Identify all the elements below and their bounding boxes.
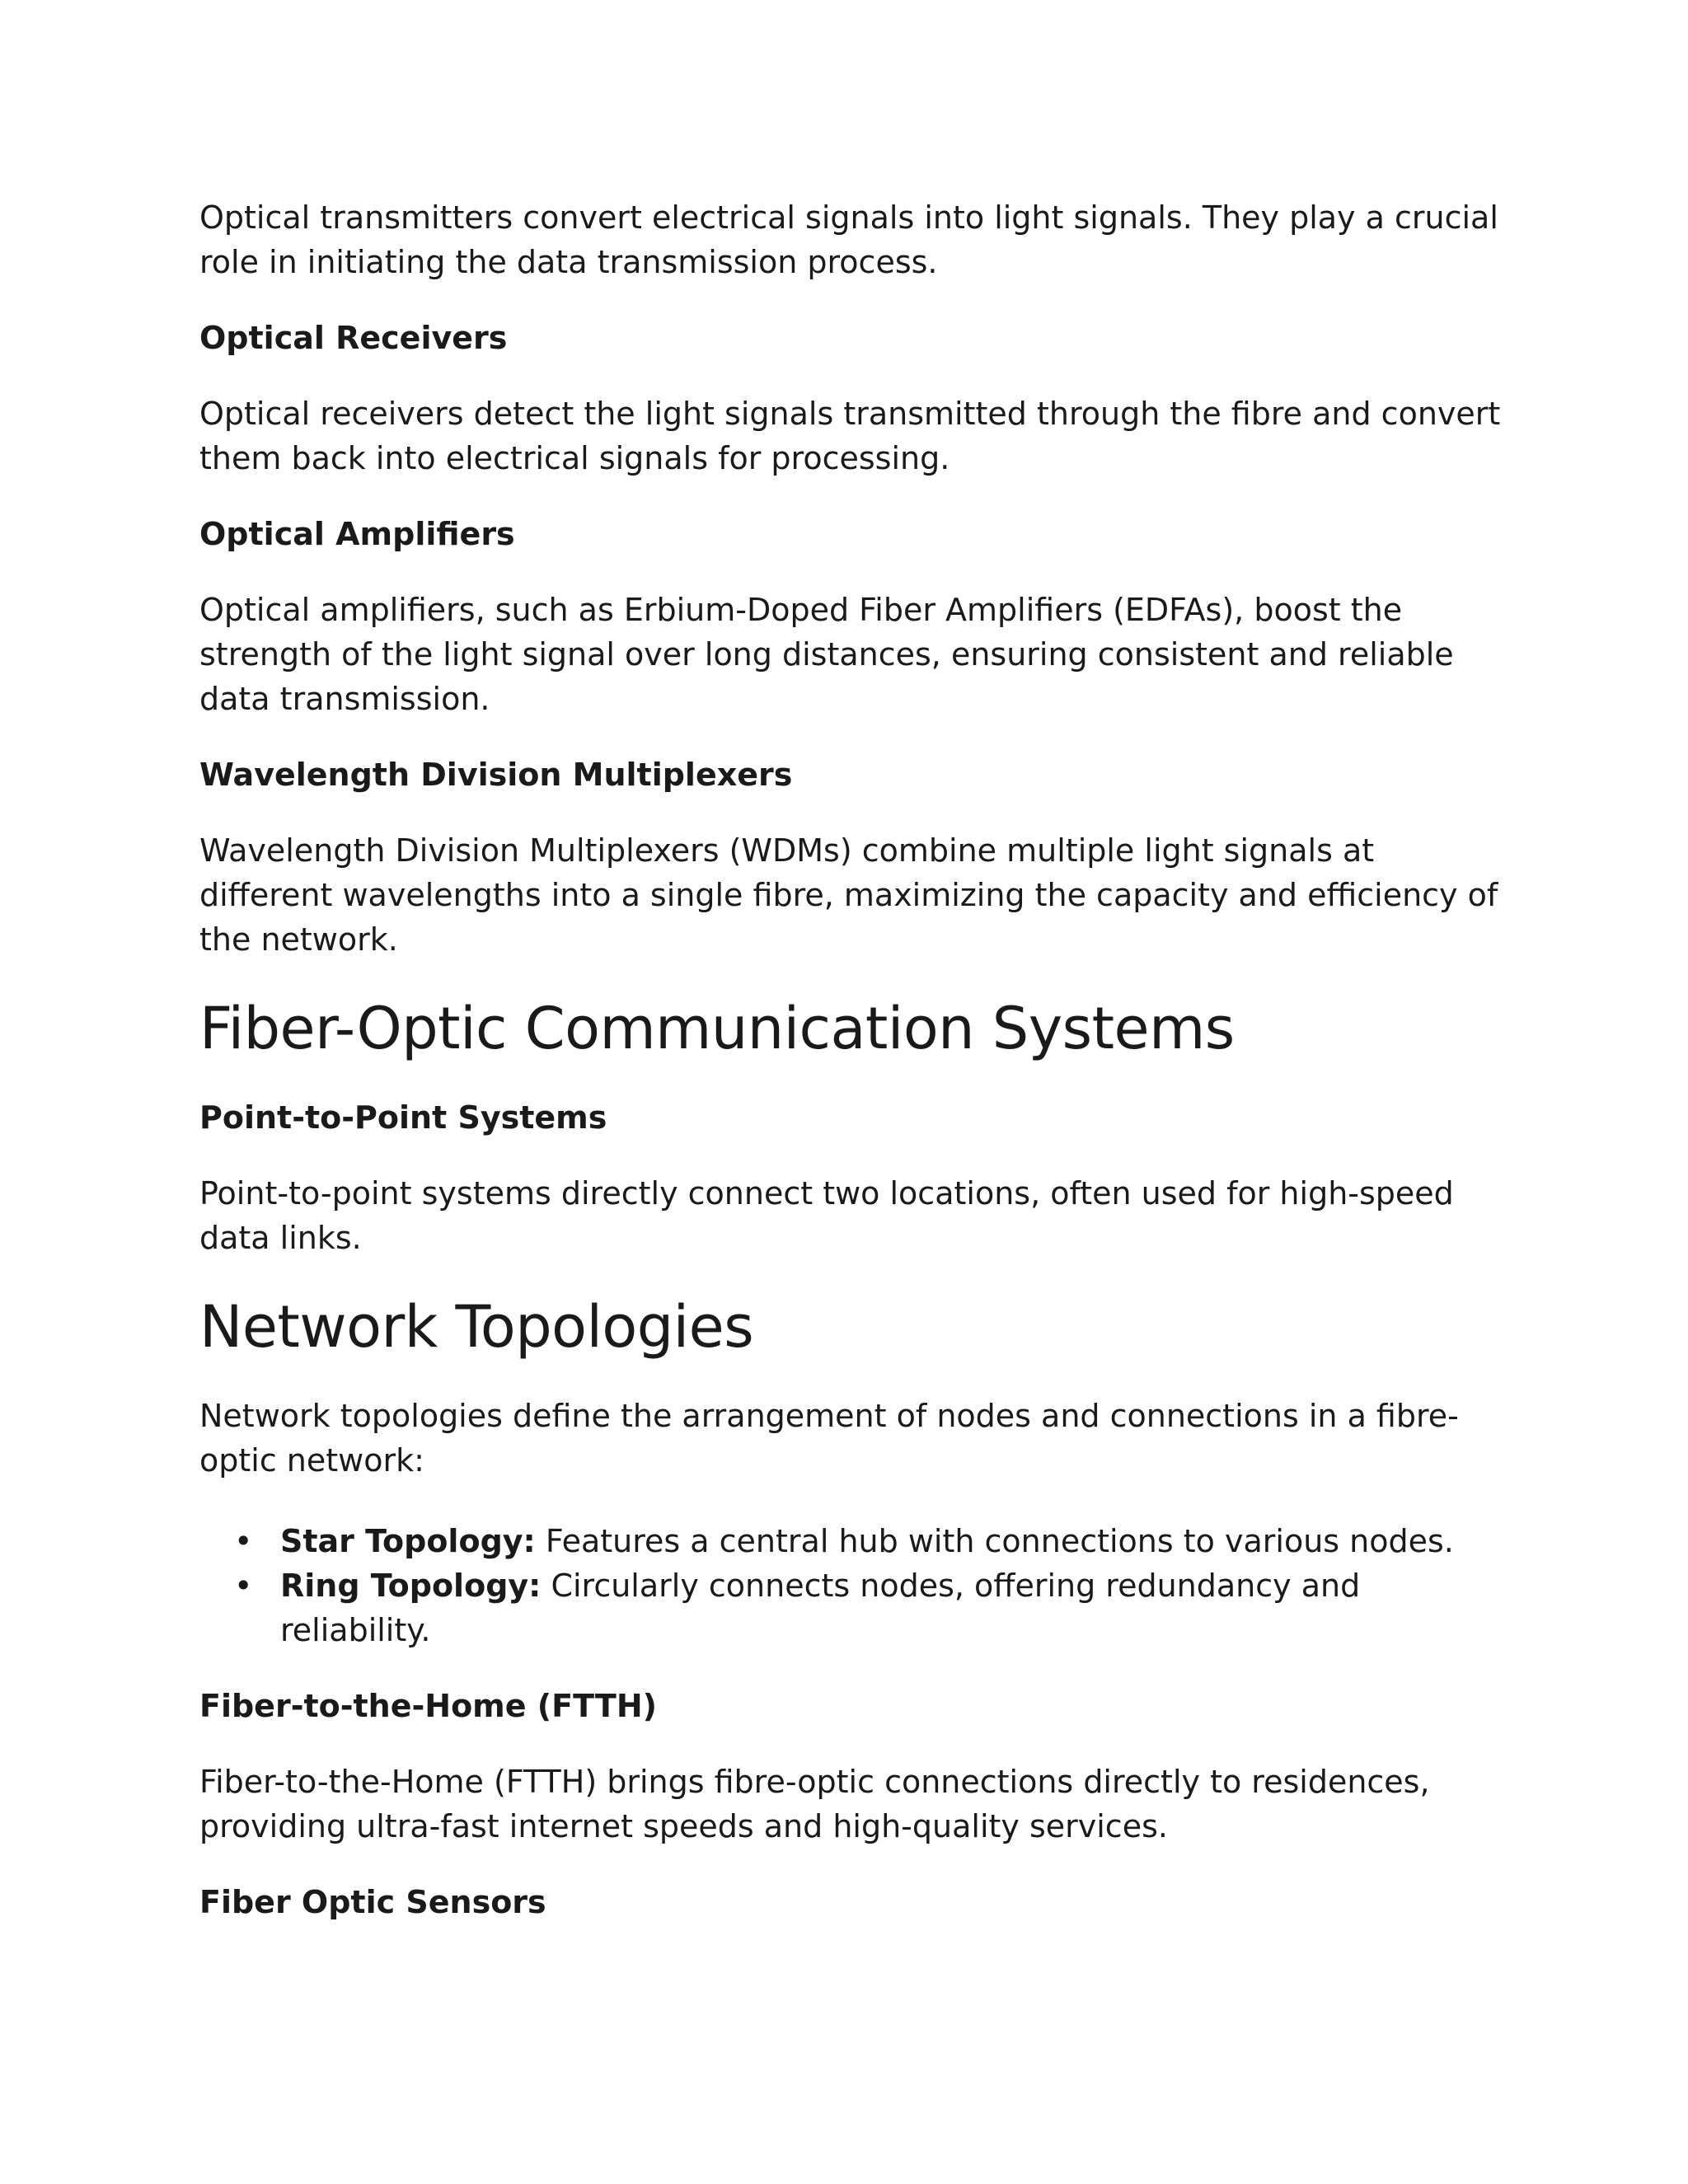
heading-point-to-point: Point-to-Point Systems: [199, 1099, 607, 1136]
heading-optical-receivers: Optical Receivers: [199, 320, 508, 356]
bullet-icon: •: [234, 1568, 253, 1604]
list-item-text: Features a central hub with connections to various nodes.: [535, 1523, 1454, 1559]
paragraph-optical-transmitters: Optical transmitters convert electrical signals into light signals. They play a crucial role in initiating the data transmission process.: [199, 199, 1498, 280]
paragraph-point-to-point: Point-to-point systems directly connect two locations, often used for high-speed data links.: [199, 1175, 1454, 1256]
list-item-term: Ring Topology:: [280, 1568, 542, 1604]
section-heading-communication-systems: Fiber-Optic Communication Systems: [199, 995, 1235, 1062]
paragraph-wdm: Wavelength Division Multiplexers (WDMs) combine multiple light signals at different wavelengths into a single fibre, maximizing the capacity and efficiency of the network.: [199, 832, 1498, 958]
bullet-icon: •: [234, 1523, 253, 1559]
topology-list: [199, 1519, 1502, 1652]
paragraph-optical-amplifiers: Optical amplifiers, such as Erbium-Doped Fiber Amplifiers (EDFAs), boost the strength of the light signal over long distances, ensuring consistent and reliable data transmission.: [199, 592, 1454, 717]
document-page: [199, 195, 1502, 1956]
list-item-text: Circularly connects nodes, offering redundancy and reliability.: [280, 1568, 1361, 1648]
list-item: [234, 1563, 1502, 1652]
paragraph-ftth: Fiber-to-the-Home (FTTH) brings fibre-optic connections directly to residences, providing ultra-fast internet speeds and high-quality services.: [199, 1764, 1430, 1844]
section-heading-network-topologies: Network Topologies: [199, 1293, 754, 1361]
heading-wdm: Wavelength Division Multiplexers: [199, 757, 793, 793]
heading-optical-amplifiers: Optical Amplifiers: [199, 516, 515, 552]
heading-fiber-optic-sensors: Fiber Optic Sensors: [199, 1884, 546, 1920]
heading-ftth: Fiber-to-the-Home (FTTH): [199, 1688, 657, 1724]
paragraph-optical-receivers: Optical receivers detect the light signals transmitted through the fibre and convert them back into electrical signals for processing.: [199, 396, 1501, 476]
paragraph-network-topologies: Network topologies define the arrangement of nodes and connections in a fibre-optic network:: [199, 1398, 1459, 1479]
list-item: [234, 1519, 1502, 1563]
list-item-term: Star Topology:: [280, 1523, 536, 1559]
